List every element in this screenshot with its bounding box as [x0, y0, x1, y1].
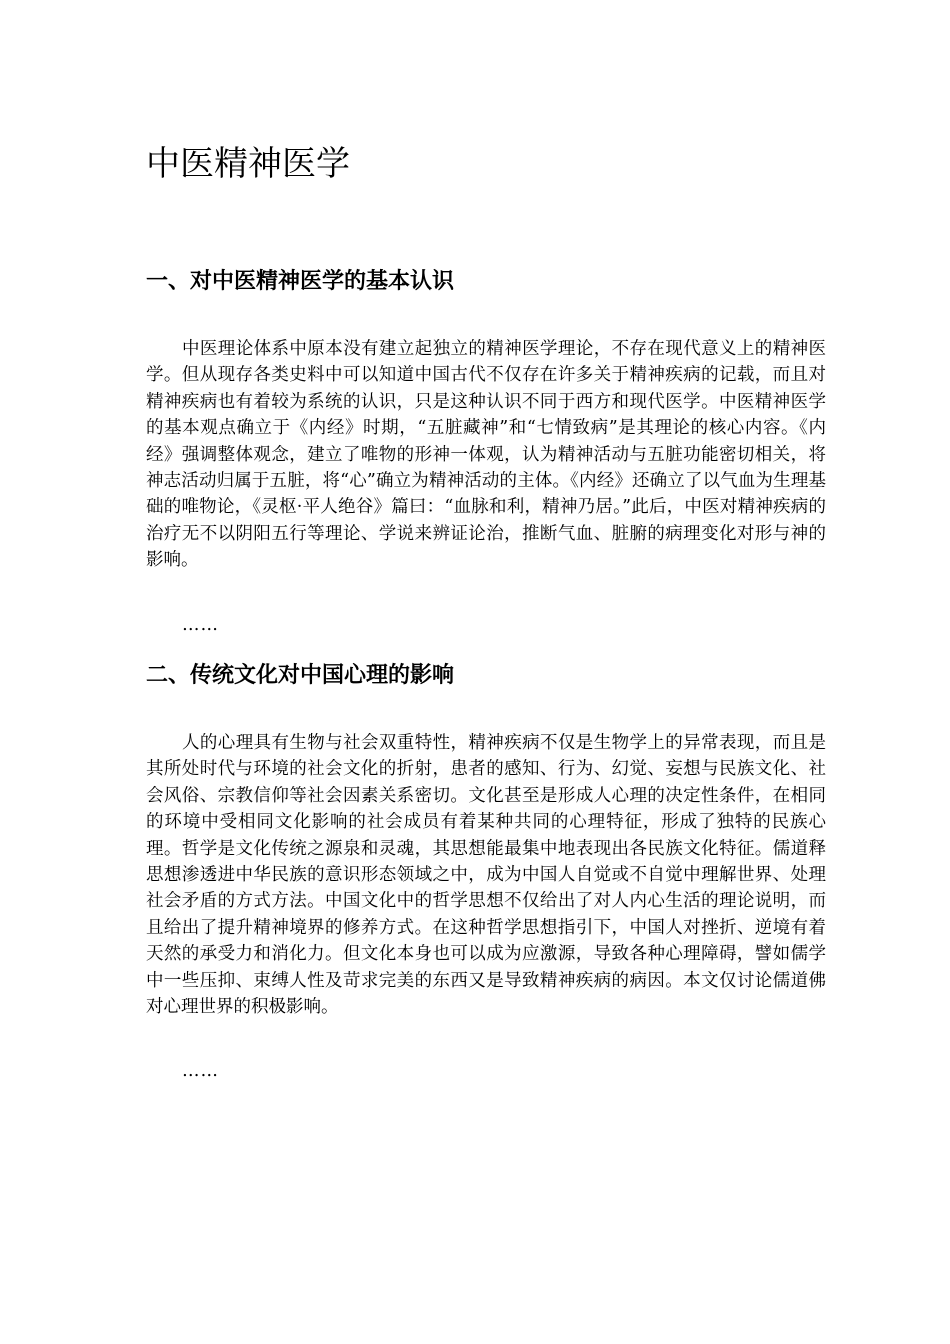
document-title: 中医精神医学: [146, 144, 350, 184]
section-heading-1: 一、对中医精神医学的基本认识: [146, 269, 455, 294]
section-2-paragraph: 人的心理具有生物与社会双重特性，精神疾病不仅是生物学上的异常表现，而且是其所处时代与环境的社会文化的折射，患者的感知、行为、幻觉、妄想与民族文化、社会风俗、宗教信仰等社会因素关系密切。文化甚至是形成人心理的决定性条件，在相同的环境中受相同文化影响的社会成员有着某种共同的心理特征，形成了独特的民族心理。哲学是文化传统之源泉和灵魂，其思想能最集中地表现出各民族文化特征。儒道释思想渗透进中华民族的意识形态领域之中，成为中国人自觉或不自觉中理解世界、处理社会矛盾的方式方法。中国文化中的哲学思想不仅给出了对人内心生活的理论说明，而且给出了提升精神境界的修养方式。在这种哲学思想指引下，中国人对挫折、逆境有着天然的承受力和消化力。但文化本身也可以成为应激源，导致各种心理障碍，譬如儒学中一些压抑、束缚人性及苛求完美的东西又是导致精神疾病的病因。本文仅讨论儒道佛对心理世界的积极影响。: [146, 733, 826, 1018]
section-2-ellipsis: ……: [182, 1061, 219, 1081]
section-1-ellipsis: ……: [182, 615, 219, 635]
section-1-paragraph: 中医理论体系中原本没有建立起独立的精神医学理论，不存在现代意义上的精神医学。但从现存各类史料中可以知道中国古代不仅存在许多关于精神疾病的记载，而且对精神疾病也有着较为系统的认识，只是这种认识不同于西方和现代医学。中医精神医学的基本观点确立于《内经》时期，“五脏藏神”和“七情致病”是其理论的核心内容。《内经》强调整体观念，建立了唯物的形神一体观，认为精神活动与五脏功能密切相关，将神志活动归属于五脏，将“心”确立为精神活动的主体。《内经》还确立了以气血为生理基础的唯物论，《灵枢·平人绝谷》篇曰：“血脉和利，精神乃居。”此后，中医对精神疾病的治疗无不以阴阳五行等理论、学说来辨证论治，推断气血、脏腑的病理变化对形与神的影响。: [146, 339, 826, 571]
section-heading-2: 二、传统文化对中国心理的影响: [146, 663, 455, 688]
